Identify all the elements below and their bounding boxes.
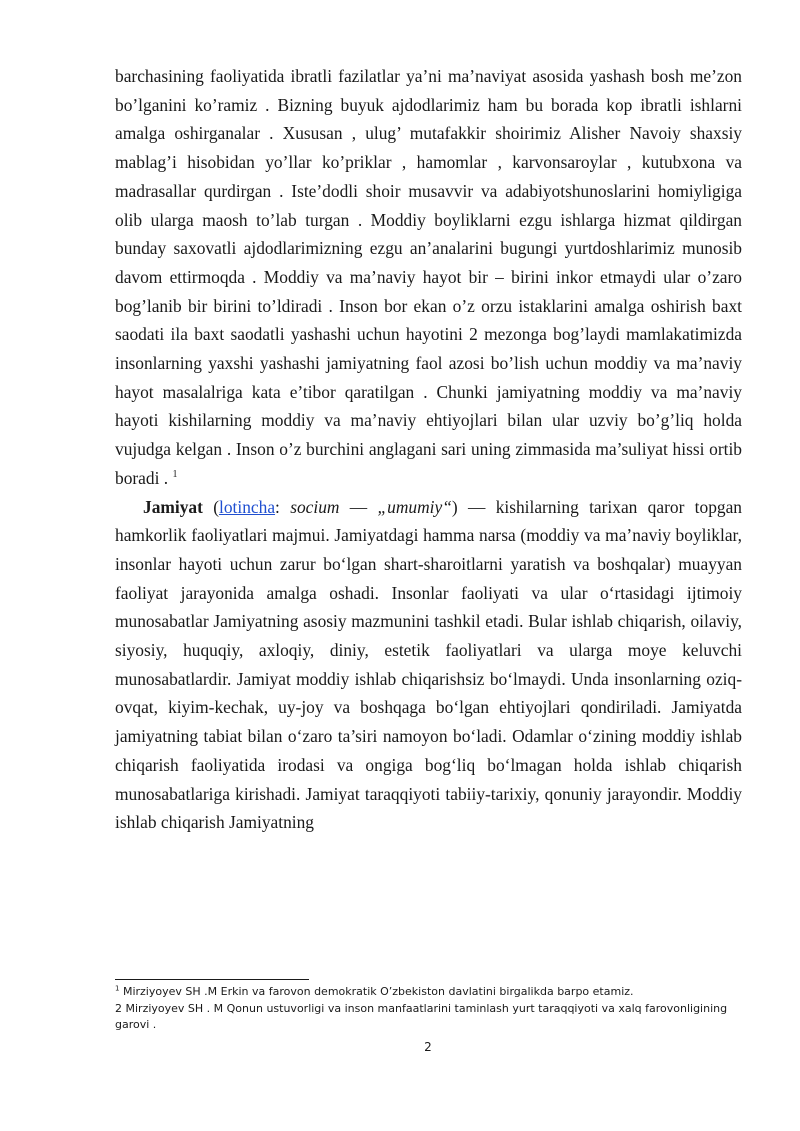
footnote-1-mark: 1 bbox=[115, 984, 120, 993]
term-jamiyat: Jamiyat bbox=[143, 496, 203, 517]
colon: : bbox=[275, 496, 291, 517]
paragraph-ethics bbox=[115, 62, 742, 493]
footnote-2 bbox=[115, 1001, 742, 1034]
footnote-reference-1[interactable]: 1 bbox=[172, 469, 178, 481]
page-number: 2 bbox=[424, 1040, 432, 1054]
footnotes bbox=[115, 984, 742, 1034]
latin-word: socium bbox=[290, 496, 340, 517]
open-paren: ( bbox=[202, 496, 220, 517]
footnote-1-text: Mirziyoyev SH .M Erkin va farovon demokratik O’zbekiston davlatini birgalikda barpo etamiz. bbox=[119, 985, 634, 998]
footnote-2-text: 2 Mirziyoyev SH . M Qonun ustuvorligi va inson manfaatlarini taminlash yurt taraqqiyoti va xalq farovonligining garovi . bbox=[115, 1001, 728, 1031]
paragraph-ethics-text: barchasining faoliyatida ibratli fazilatlar ya’ni ma’naviyat asosida yashash bosh me’zon bo’lganini ko’ramiz . Bizning buyuk ajdodlarimiz ham bu borada kop ibratli ishlarni amalga oshirganalar . Xususan , ulug’ mutafakkir shoirimiz Alisher Navoiy shaxsiy mablag’i hisobidan yo’llar ko’priklar , hamomlar , karvonsaroylar , kutubxona va madrasallar qurdirgan . Iste’dodli shoir musavvir va adabiyotshunoslarini homiyligiga olib ularga maosh to’lab turgan . Moddiy boyliklarni ezgu ishlarga hizmat qildirgan bunday saxovatli ajdodlarimizning ezgu an’analarini bugungi yurtdoshlarimiz munosib davom ettirmoqda . Moddiy va ma’naviy hayot bir – birini inkor etmaydi ular o’zaro bog’lanib bir birini to’ldiradi . Inson bor ekan o’z orzu istaklarini amalga oshirish baxt saodati ila baxt saodatli yashashi uchun hayotini 2 mezonga bog’laydi mamlakatimizda insonlarning yaxshi yashashi jamiyatning faol azosi bo’lish uchun moddiy va ma’naviy hayot masalalriga kata e’tibor qaratilgan . Chunki jamiyatning moddiy va ma’naviy hayoti kishilarning moddiy va ma’naviy ehtiyojlari bilan ular uzviy bo’g’liq holda vujudga kelgan . Inson o’z burchini anglagani sari uning zimmasida ma’suliyat hissi ortib boradi . bbox=[115, 66, 742, 488]
paragraph-jamiyat bbox=[115, 493, 742, 837]
footnote-1 bbox=[115, 984, 742, 1001]
footnote-separator bbox=[115, 979, 309, 980]
gloss: „umumiy“ bbox=[377, 496, 452, 517]
paragraph-jamiyat-text: ) — kishilarning tarixan qaror topgan hamkorlik faoliyatlari majmui. Jamiyatdagi hamma narsa (moddiy va ma’naviy boyliklar, insonlar hayoti uchun zarur boʻlgan shart-sharoitlarni yaratish va boshqalar) muayyan faoliyat jarayonida amalga oshadi. Insonlar faoliyati va ular oʻrtasidagi ijtimoiy munosabatlar Jamiyatning asosiy mazmunini tashkil etadi. Bular ishlab chiqarish, oilaviy, siyosiy, huquqiy, axloqiy, diniy, estetik faoliyatlari va ularga moye keluvchi munosabatlardir. Jamiyat moddiy ishlab chiqarishsiz boʻlmaydi. Unda insonlarning oziq-ovqat, kiyim-kechak, uy-joy va boshqaga boʻlgan ehtiyojlari qondiriladi. Jamiyatda jamiyatning tabiat bilan oʻzaro ta’siri namoyon boʻladi. Odamlar oʻzining moddiy ishlab chiqarish faoliyatida irodasi va ongiga bogʻliq boʻlmagan holda ishlab chiqarish munosabatlariga kirishadi. Jamiyat taraqqiyoti tabiiy-tarixiy, qonuniy jarayondir. Moddiy ishlab chiqarish Jamiyatning bbox=[115, 496, 742, 833]
dash: — bbox=[339, 496, 378, 517]
lotincha-link[interactable]: lotincha bbox=[219, 496, 276, 517]
body-text bbox=[115, 62, 742, 837]
